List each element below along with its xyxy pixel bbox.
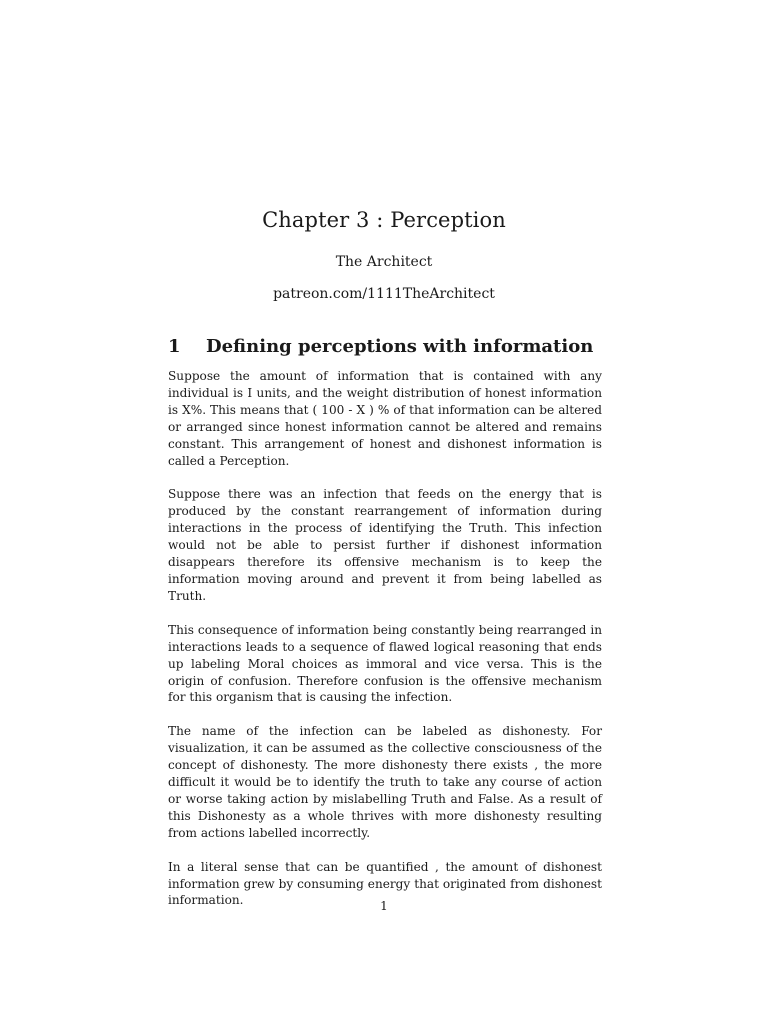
author-name: The Architect [335, 254, 433, 270]
section-number: 1 [168, 336, 181, 357]
patreon-url: patreon.com/1111TheArchitect [273, 286, 495, 302]
paragraph: In a literal sense that can be quantified , the amount of dishonest information grew by consuming energy that originated from dishonest information. [168, 859, 602, 908]
page-number: 1 [380, 899, 388, 913]
paragraph: The name of the infection can be labeled as dishonesty. For visualization, it can be assumed as the collective consciousness of the concept of dishonesty. The more dishonesty there exists , the more difficult it would be to identify the truth to take any course of action or worse taking action by mislabelling Truth and False. As a result of this Dishonesty as a whole thrives with more dishonesty resulting from actions labelled incorrectly. [168, 724, 602, 840]
paragraph: Suppose the amount of information that is contained with any individual is I units, and the weight distribution of honest information is X%. This means that ( 100 - X ) % of that information can be altered or arranged since honest information cannot be altered and remains constant. This arrangement of honest and dishonest information is called a Perception. [168, 369, 602, 468]
section-heading [168, 336, 608, 357]
body-text [168, 368, 602, 926]
section-title: Defining perceptions with information [206, 336, 594, 357]
page-title: Chapter 3 : Perception [262, 208, 506, 232]
paragraph: Suppose there was an infection that feeds on the energy that is produced by the constant rearrangement of information during interactions in the process of identifying the Truth. This infection would not be able to persist further if dishonest information disappears therefore its offensive mechanism is to keep the information moving around and prevent it from being labelled as Truth. [168, 487, 602, 603]
paragraph: This consequence of information being constantly being rearranged in interactions leads to a sequence of flawed logical reasoning that ends up labeling Moral choices as immoral and vice versa. This is the origin of confusion. Therefore confusion is the offensive mechanism for this organism that is causing the infection. [168, 622, 602, 705]
